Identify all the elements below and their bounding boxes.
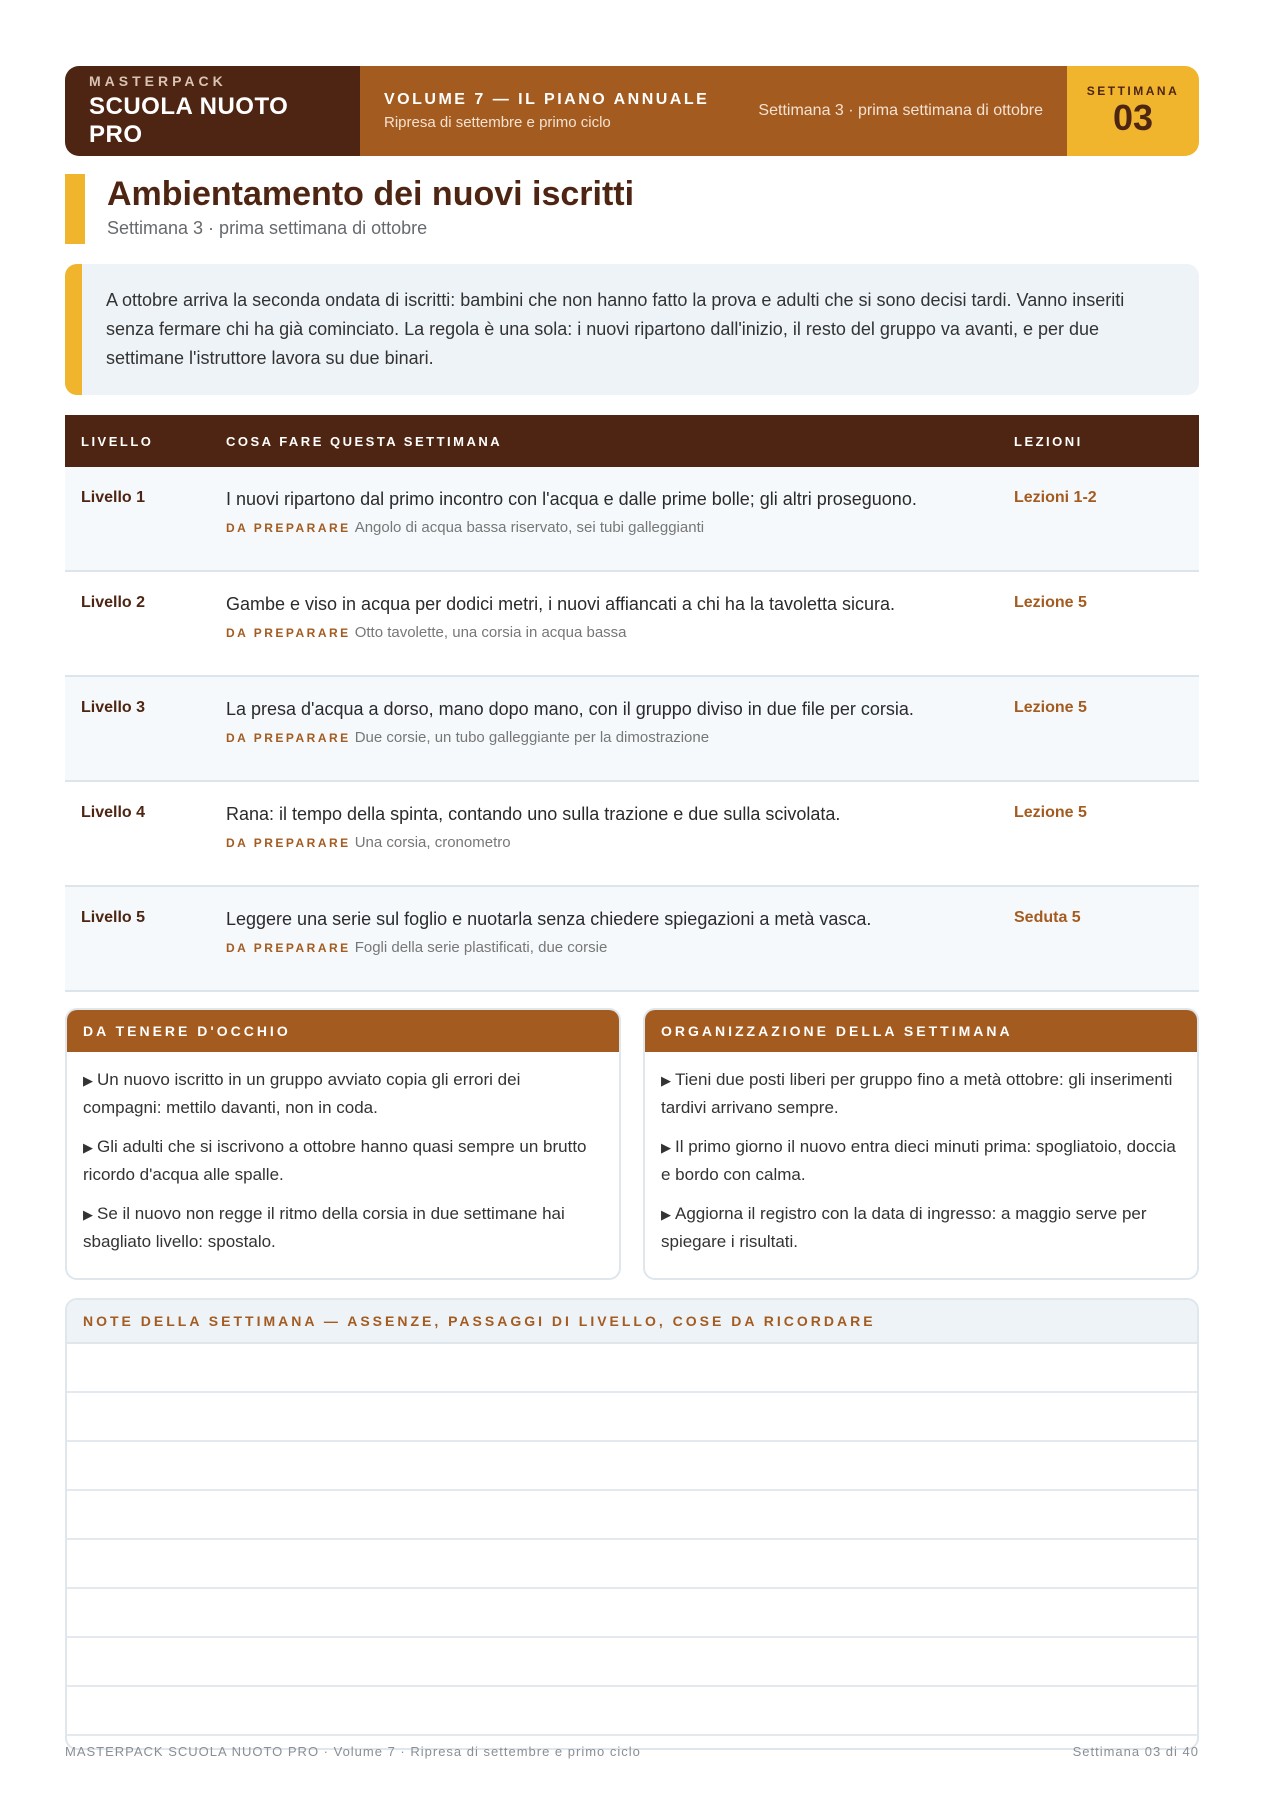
week-label: SETTIMANA — [1086, 84, 1180, 98]
prep-text: Angolo di acqua bassa riservato, sei tubi galleggianti — [354, 519, 705, 536]
footer-left: MASTERPACK SCUOLA NUOTO PRO · Volume 7 · Ripresa di settembre e primo ciclo — [65, 1744, 641, 1759]
list-item — [83, 1200, 601, 1255]
list-item-text: Tieni due posti liberi per gruppo fino a metà ottobre: gli inserimenti tardivi arrivano sempre. — [661, 1070, 1173, 1117]
notes-box — [65, 1298, 1199, 1750]
week-number: 03 — [1112, 97, 1154, 138]
brand-name: SCUOLA NUOTO PRO — [89, 93, 289, 148]
prep-text: Due corsie, un tubo galleggiante per la dimostrazione — [354, 729, 710, 746]
triangle-right-icon: ▶ — [661, 1207, 671, 1222]
table-row — [65, 467, 1199, 571]
note-line[interactable] — [67, 1393, 1197, 1442]
brand-block — [65, 66, 360, 156]
brand-small: MASTERPACK — [89, 73, 227, 89]
task-text: La presa d'acqua a dorso, mano dopo mano, con il gruppo diviso in due file per corsia. — [226, 699, 914, 719]
task-text: Gambe e viso in acqua per dodici metri, i nuovi affiancati a chi ha la tavoletta sicura. — [226, 594, 896, 614]
level-name: Livello 3 — [81, 699, 146, 716]
level-name: Livello 2 — [81, 594, 146, 611]
page-footer — [65, 1744, 1199, 1759]
list-item — [83, 1133, 601, 1188]
note-line[interactable] — [67, 1638, 1197, 1687]
task-text: Rana: il tempo della spinta, contando uno sulla trazione e due sulla scivolata. — [226, 804, 841, 824]
header-band — [65, 66, 1199, 156]
triangle-right-icon: ▶ — [661, 1073, 671, 1088]
table-header-row — [65, 415, 1199, 467]
header-task: COSA FARE QUESTA SETTIMANA — [210, 415, 998, 467]
triangle-right-icon: ▶ — [83, 1140, 93, 1155]
table-row — [65, 781, 1199, 886]
note-line[interactable] — [67, 1491, 1197, 1540]
level-plan-table — [65, 415, 1199, 992]
note-line[interactable] — [67, 1344, 1197, 1393]
triangle-right-icon: ▶ — [83, 1073, 93, 1088]
list-item-text: Gli adulti che si iscrivono a ottobre hanno quasi sempre un brutto ricordo d'acqua alle spalle. — [83, 1137, 587, 1184]
page-title: Ambientamento dei nuovi iscritti — [107, 175, 635, 213]
volume-block — [360, 66, 1067, 156]
watch-box-title: DA TENERE D'OCCHIO — [67, 1010, 619, 1052]
table-row — [65, 676, 1199, 781]
list-item — [83, 1066, 601, 1121]
volume-subtitle: Ripresa di settembre e primo ciclo — [384, 114, 611, 131]
watch-box — [65, 1008, 621, 1280]
intro-panel — [65, 264, 1199, 395]
list-item — [661, 1133, 1179, 1188]
level-name: Livello 4 — [81, 804, 146, 821]
task-text: I nuovi ripartono dal primo incontro con l'acqua e dalle prime bolle; gli altri proseguono. — [226, 489, 917, 509]
intro-accent-bar — [65, 264, 82, 395]
week-badge — [1067, 66, 1199, 156]
prep-label: DA PREPARARE — [226, 521, 351, 535]
week-range: Settimana 3 · prima settimana di ottobre — [758, 102, 1043, 119]
list-item — [661, 1200, 1179, 1255]
prep-label: DA PREPARARE — [226, 626, 351, 640]
watch-list — [67, 1052, 619, 1255]
prep-line — [226, 624, 982, 641]
lesson-ref: Lezione 5 — [1014, 594, 1087, 611]
lesson-ref: Seduta 5 — [1014, 909, 1081, 926]
list-item — [661, 1066, 1179, 1121]
prep-text: Una corsia, cronometro — [354, 834, 511, 851]
prep-line — [226, 939, 982, 956]
prep-label: DA PREPARARE — [226, 731, 351, 745]
list-item-text: Se il nuovo non regge il ritmo della corsia in due settimane hai sbagliato livello: spostalo. — [83, 1204, 565, 1251]
prep-label: DA PREPARARE — [226, 836, 351, 850]
organization-list — [645, 1052, 1197, 1255]
footer-right: Settimana 03 di 40 — [1072, 1744, 1199, 1759]
table-row — [65, 571, 1199, 676]
volume-title: VOLUME 7 — IL PIANO ANNUALE — [384, 91, 710, 108]
list-item-text: Il primo giorno il nuovo entra dieci minuti prima: spogliatoio, doccia e bordo con calma. — [661, 1137, 1176, 1184]
page-subtitle: Settimana 3 · prima settimana di ottobre — [107, 218, 428, 238]
title-block — [65, 174, 1199, 244]
note-line[interactable] — [67, 1540, 1197, 1589]
prep-label: DA PREPARARE — [226, 941, 351, 955]
organization-box — [643, 1008, 1199, 1280]
level-name: Livello 5 — [81, 909, 146, 926]
prep-line — [226, 519, 982, 536]
task-text: Leggere una serie sul foglio e nuotarla senza chiedere spiegazioni a metà vasca. — [226, 909, 872, 929]
intro-text: A ottobre arriva la seconda ondata di iscritti: bambini che non hanno fatto la prova e adulti che si sono decisi tardi. Vanno inseriti senza fermare chi ha già cominciato. La regola è una sola: i nuovi ripartono dall'inizio, il resto del gruppo va avanti, e per due settimane l'istruttore lavora su due binari. — [106, 290, 1125, 368]
notes-title: NOTE DELLA SETTIMANA — ASSENZE, PASSAGGI DI LIVELLO, COSE DA RICORDARE — [67, 1300, 1197, 1344]
page — [65, 66, 1199, 1750]
list-item-text: Un nuovo iscritto in un gruppo avviato copia gli errori dei compagni: mettilo davanti, non in coda. — [83, 1070, 521, 1117]
title-accent-bar — [65, 174, 85, 244]
info-boxes — [65, 1008, 1199, 1280]
lesson-ref: Lezioni 1-2 — [1014, 489, 1097, 506]
level-name: Livello 1 — [81, 489, 146, 506]
header-lessons: LEZIONI — [998, 415, 1199, 467]
organization-box-title: ORGANIZZAZIONE DELLA SETTIMANA — [645, 1010, 1197, 1052]
prep-text: Fogli della serie plastificati, due corsie — [354, 939, 608, 956]
note-line[interactable] — [67, 1687, 1197, 1736]
header-level: LIVELLO — [65, 415, 210, 467]
prep-line — [226, 729, 982, 746]
lesson-ref: Lezione 5 — [1014, 804, 1087, 821]
list-item-text: Aggiorna il registro con la data di ingresso: a maggio serve per spiegare i risultati. — [661, 1204, 1147, 1251]
note-line[interactable] — [67, 1589, 1197, 1638]
triangle-right-icon: ▶ — [661, 1140, 671, 1155]
prep-line — [226, 834, 982, 851]
prep-text: Otto tavolette, una corsia in acqua bassa — [354, 624, 627, 641]
note-line[interactable] — [67, 1442, 1197, 1491]
table-row — [65, 886, 1199, 991]
lesson-ref: Lezione 5 — [1014, 699, 1087, 716]
triangle-right-icon: ▶ — [83, 1207, 93, 1222]
